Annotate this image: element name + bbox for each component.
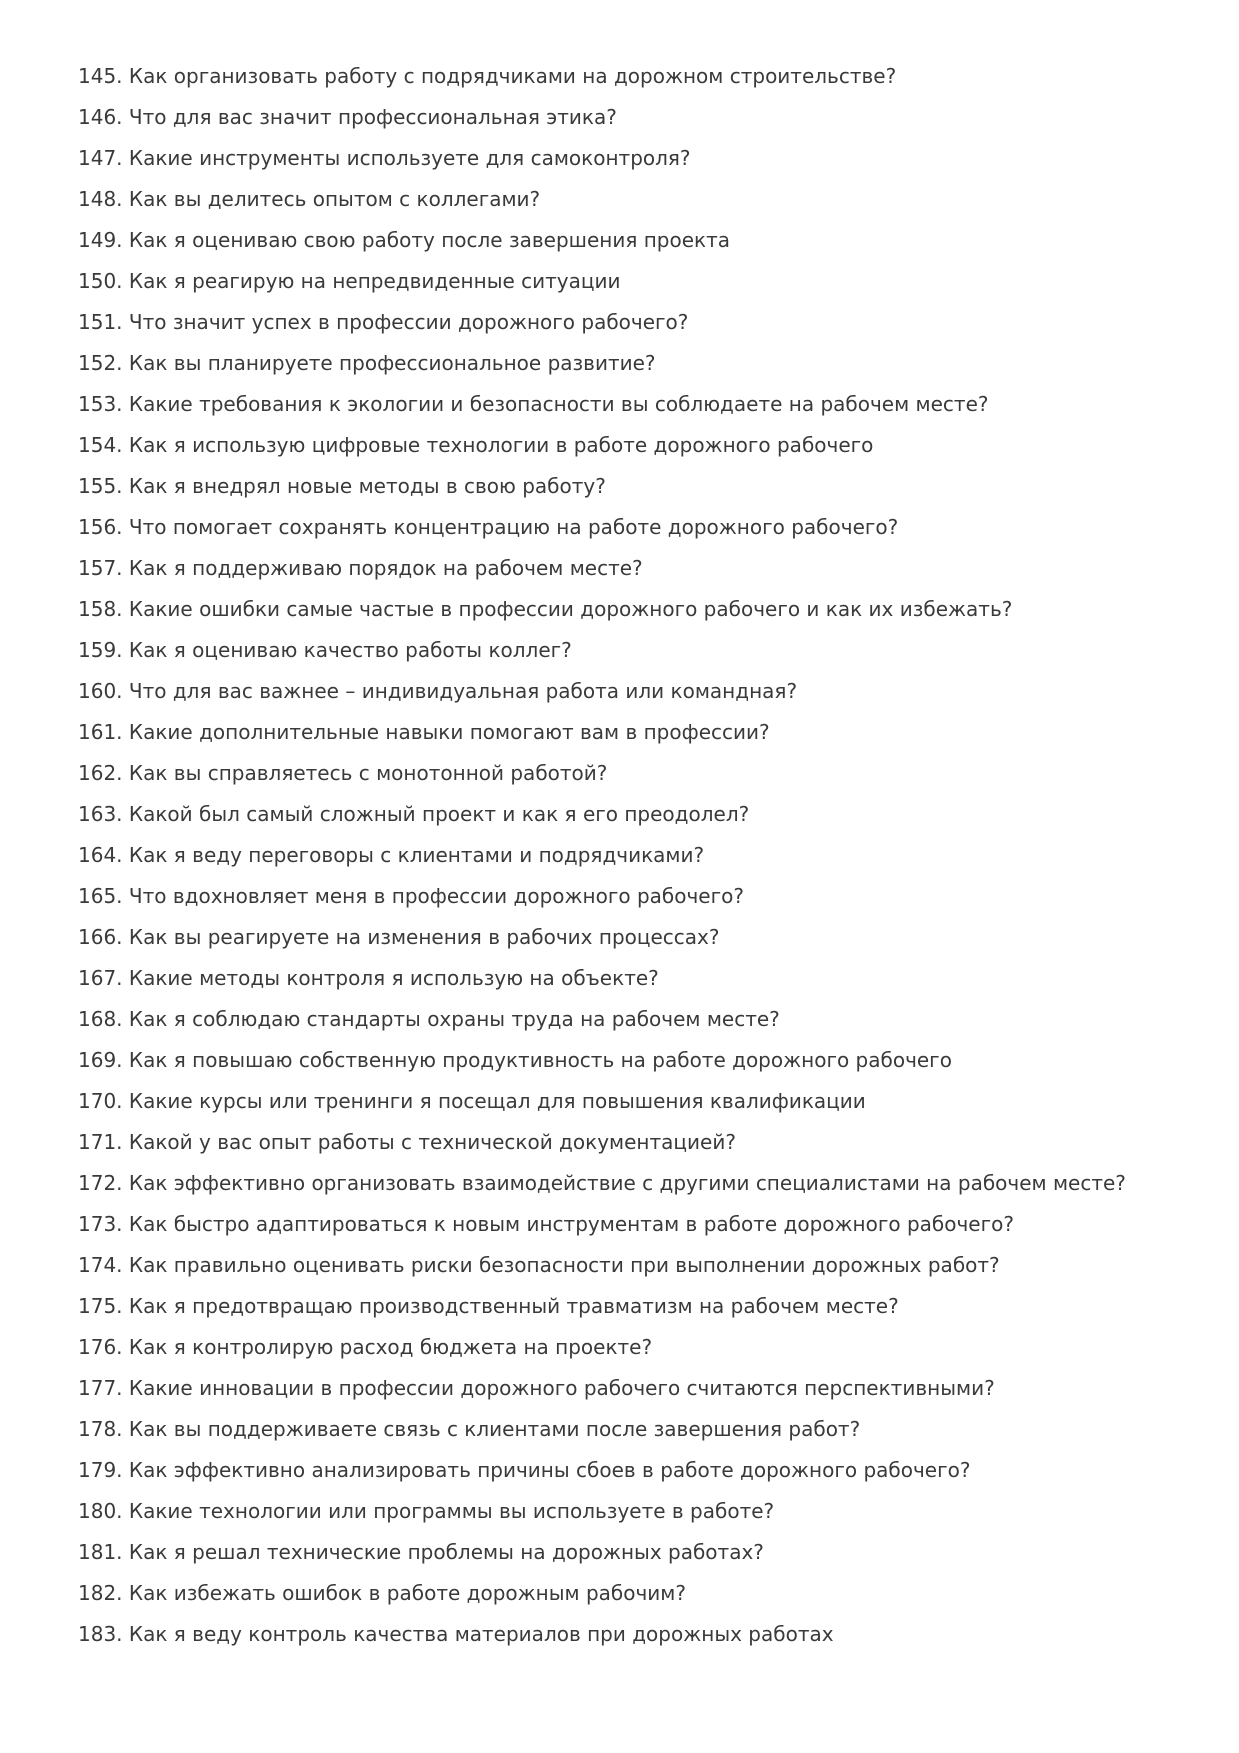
list-item-number: 146. [78, 105, 123, 129]
list-item [78, 671, 1185, 711]
list-item [78, 261, 1185, 301]
list-item-text: Как организовать работу с подрядчиками на дорожном строительстве? [128, 64, 897, 88]
list-item [78, 712, 1185, 752]
list-item-number: 155. [78, 474, 123, 498]
list-item [78, 1573, 1185, 1613]
list-item [78, 138, 1185, 178]
list-item-text: Как я веду переговоры с клиентами и подрядчиками? [128, 843, 705, 867]
list-item [78, 220, 1185, 260]
list-item [78, 384, 1185, 424]
list-item-text: Как вы делитесь опытом с коллегами? [128, 187, 541, 211]
list-item [78, 1368, 1185, 1408]
list-item [78, 466, 1185, 506]
list-item-text: Как я реагирую на непредвиденные ситуации [128, 269, 621, 293]
list-item-number: 147. [78, 146, 123, 170]
list-item-number: 170. [78, 1089, 123, 1113]
list-item-text: Как я внедрял новые методы в свою работу? [128, 474, 606, 498]
list-item-text: Какие дополнительные навыки помогают вам в профессии? [128, 720, 770, 744]
list-item [78, 1491, 1185, 1531]
list-item-text: Как я повышаю собственную продуктивность на работе дорожного рабочего [128, 1048, 952, 1072]
list-item-text: Что для вас важнее – индивидуальная работа или командная? [128, 679, 798, 703]
list-item [78, 958, 1185, 998]
list-item-number: 179. [78, 1458, 123, 1482]
list-item [78, 1122, 1185, 1162]
list-item-text: Как избежать ошибок в работе дорожным рабочим? [128, 1581, 687, 1605]
list-item-number: 169. [78, 1048, 123, 1072]
list-item-text: Как я использую цифровые технологии в работе дорожного рабочего [128, 433, 874, 457]
list-item [78, 1532, 1185, 1572]
list-item-number: 145. [78, 64, 123, 88]
list-item-number: 172. [78, 1171, 123, 1195]
list-item [78, 753, 1185, 793]
list-item-number: 157. [78, 556, 123, 580]
list-item-number: 167. [78, 966, 123, 990]
list-item [78, 548, 1185, 588]
list-item-number: 166. [78, 925, 123, 949]
list-item-text: Как я оцениваю свою работу после завершения проекта [128, 228, 731, 252]
list-item-text: Какие инновации в профессии дорожного рабочего считаются перспективными? [128, 1376, 995, 1400]
list-item [78, 1286, 1185, 1326]
list-item-text: Как я оцениваю качество работы коллег? [128, 638, 572, 662]
list-item [78, 917, 1185, 957]
list-item-text: Какие курсы или тренинги я посещал для повышения квалификации [128, 1089, 866, 1113]
list-item [78, 179, 1185, 219]
list-item-number: 161. [78, 720, 123, 744]
list-item [78, 999, 1185, 1039]
list-item-number: 180. [78, 1499, 123, 1523]
list-item-number: 175. [78, 1294, 123, 1318]
list-item-text: Как вы справляетесь с монотонной работой? [128, 761, 608, 785]
list-item-text: Какие технологии или программы вы используете в работе? [128, 1499, 775, 1523]
list-item-text: Что значит успех в профессии дорожного рабочего? [128, 310, 689, 334]
list-item [78, 630, 1185, 670]
list-item-text: Как я соблюдаю стандарты охраны труда на рабочем месте? [128, 1007, 780, 1031]
list-item-number: 181. [78, 1540, 123, 1564]
list-item [78, 343, 1185, 383]
list-item-text: Как эффективно анализировать причины сбоев в работе дорожного рабочего? [128, 1458, 971, 1482]
list-item [78, 425, 1185, 465]
list-item [78, 1245, 1185, 1285]
list-item [78, 97, 1185, 137]
list-item [78, 835, 1185, 875]
list-item-text: Как быстро адаптироваться к новым инструментам в работе дорожного рабочего? [128, 1212, 1014, 1236]
list-item-number: 171. [78, 1130, 123, 1154]
list-item [78, 1040, 1185, 1080]
list-item-text: Что помогает сохранять концентрацию на работе дорожного рабочего? [128, 515, 899, 539]
list-item-text: Какие инструменты используете для самоконтроля? [128, 146, 691, 170]
list-item-text: Какой был самый сложный проект и как я его преодолел? [128, 802, 750, 826]
list-item [78, 302, 1185, 342]
list-item-text: Что для вас значит профессиональная этика? [128, 105, 617, 129]
list-item [78, 1614, 1185, 1654]
list-item-text: Какие требования к экологии и безопасности вы соблюдаете на рабочем месте? [128, 392, 989, 416]
list-item [78, 56, 1185, 96]
list-item-text: Как я поддерживаю порядок на рабочем месте? [128, 556, 643, 580]
list-item-text: Как вы планируете профессиональное развитие? [128, 351, 656, 375]
list-item-number: 149. [78, 228, 123, 252]
list-item [78, 589, 1185, 629]
list-item-number: 174. [78, 1253, 123, 1277]
list-item-text: Как я предотвращаю производственный травматизм на рабочем месте? [128, 1294, 899, 1318]
list-item-number: 183. [78, 1622, 123, 1646]
list-item-text: Как вы реагируете на изменения в рабочих процессах? [128, 925, 720, 949]
question-list [78, 56, 1185, 1654]
list-item [78, 876, 1185, 916]
list-item-text: Как я контролирую расход бюджета на проекте? [128, 1335, 653, 1359]
list-item [78, 1409, 1185, 1449]
list-item-number: 160. [78, 679, 123, 703]
list-item [78, 1081, 1185, 1121]
list-item-text: Что вдохновляет меня в профессии дорожного рабочего? [128, 884, 744, 908]
list-item-number: 163. [78, 802, 123, 826]
list-item-number: 177. [78, 1376, 123, 1400]
list-item [78, 1450, 1185, 1490]
list-item-number: 164. [78, 843, 123, 867]
list-item-number: 178. [78, 1417, 123, 1441]
list-item-text: Как правильно оценивать риски безопасности при выполнении дорожных работ? [128, 1253, 1000, 1277]
list-item-number: 176. [78, 1335, 123, 1359]
list-item [78, 794, 1185, 834]
list-item-number: 151. [78, 310, 123, 334]
list-item-number: 158. [78, 597, 123, 621]
list-item [78, 1327, 1185, 1367]
list-item-number: 173. [78, 1212, 123, 1236]
list-item-text: Какие методы контроля я использую на объекте? [128, 966, 659, 990]
list-item [78, 1204, 1185, 1244]
list-item-number: 156. [78, 515, 123, 539]
list-item-number: 150. [78, 269, 123, 293]
list-item-number: 159. [78, 638, 123, 662]
list-item-text: Как эффективно организовать взаимодействие с другими специалистами на рабочем месте? [128, 1171, 1126, 1195]
list-item-text: Как я веду контроль качества материалов при дорожных работах [128, 1622, 834, 1646]
list-item [78, 1163, 1185, 1203]
list-item-number: 168. [78, 1007, 123, 1031]
list-item-number: 154. [78, 433, 123, 457]
list-item-number: 153. [78, 392, 123, 416]
list-item-text: Как вы поддерживаете связь с клиентами после завершения работ? [128, 1417, 861, 1441]
list-item-text: Как я решал технические проблемы на дорожных работах? [128, 1540, 764, 1564]
list-item [78, 507, 1185, 547]
document-page [78, 56, 1185, 1654]
list-item-number: 152. [78, 351, 123, 375]
list-item-text: Какой у вас опыт работы с технической документацией? [128, 1130, 736, 1154]
list-item-number: 162. [78, 761, 123, 785]
list-item-number: 165. [78, 884, 123, 908]
list-item-number: 148. [78, 187, 123, 211]
list-item-text: Какие ошибки самые частые в профессии дорожного рабочего и как их избежать? [128, 597, 1013, 621]
list-item-number: 182. [78, 1581, 123, 1605]
